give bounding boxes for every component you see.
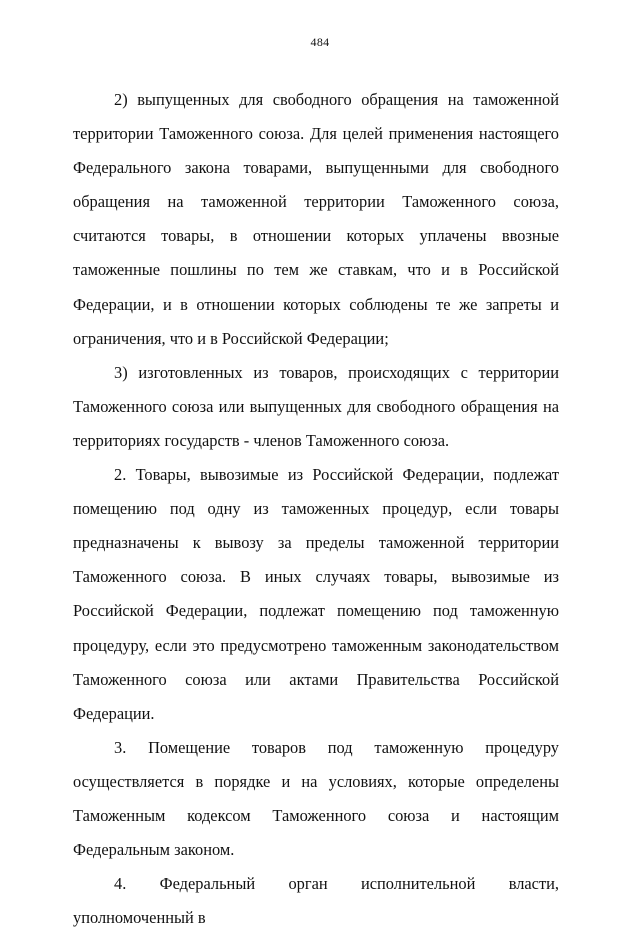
paragraph-clause-4: 4. Федеральный орган исполнительной власти, уполномоченный в bbox=[73, 874, 559, 928]
document-body bbox=[73, 83, 559, 935]
paragraph-item-2: 2) выпущенных для свободного обращения на таможенной территории Таможенного союза. Для целей применения настоящего Федерального закона товарами, выпущенными для свободного обращения на таможенной территории Таможенного союза, считаются товары, в отношении которых уплачены ввозные таможенные пошлины по тем же ставкам, что и в Российской Федерации, и в отношении которых соблюдены те же запреты и ограничения, что и в Российской Федерации; bbox=[73, 90, 559, 348]
page-number: 484 bbox=[310, 35, 330, 49]
paragraph-clause-2: 2. Товары, вывозимые из Российской Федерации, подлежат помещению под одну из таможенных процедур, если товары предназначены к вывозу за пределы таможенной территории Таможенного союза. В иных случаях товары, вывозимые из Российской Федерации, подлежат помещению под таможенную процедуру, если это предусмотрено таможенным законодательством Таможенного союза или актами Правительства Российской Федерации. bbox=[73, 465, 559, 723]
paragraph-item-3: 3) изготовленных из товаров, происходящих с территории Таможенного союза или выпущенных для свободного обращения на территориях государств - членов Таможенного союза. bbox=[73, 362, 559, 450]
paragraph-clause-3: 3. Помещение товаров под таможенную процедуру осуществляется в порядке и на условиях, которые определены Таможенным кодексом Таможенного союза и настоящим Федеральным законом. bbox=[73, 737, 559, 860]
